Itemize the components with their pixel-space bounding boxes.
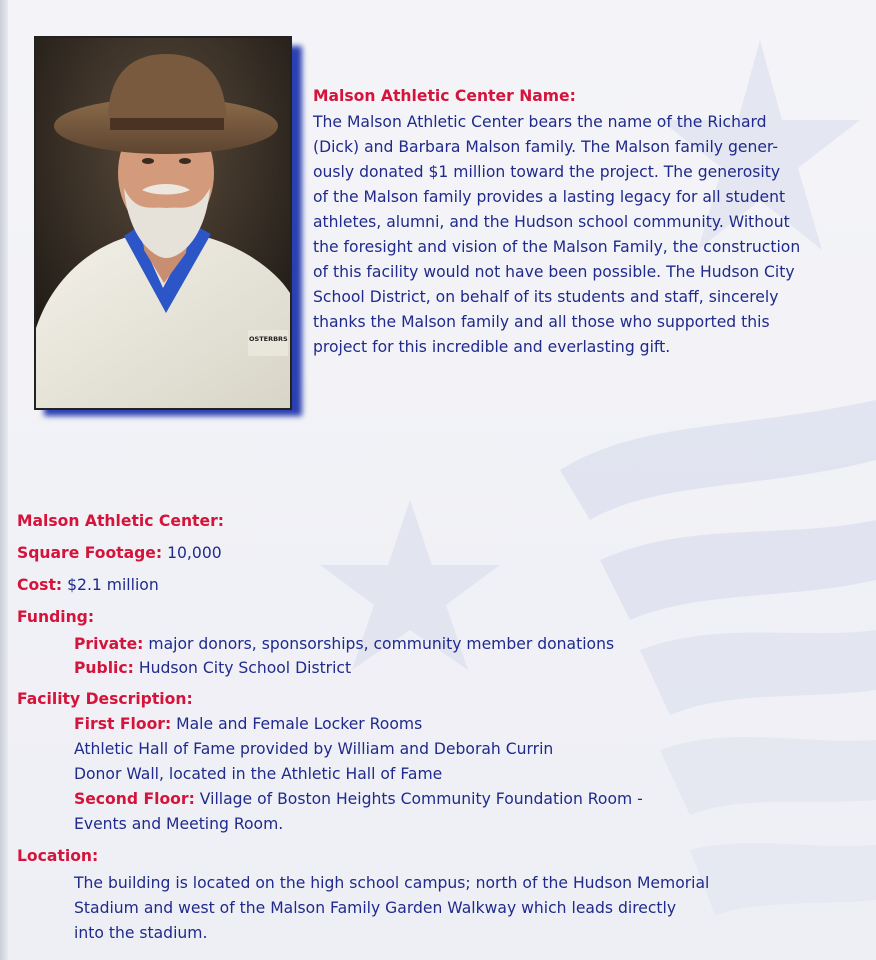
intro-line: the foresight and vision of the Malson Family, the construction — [313, 238, 801, 256]
facility-label: Facility Description: — [17, 690, 193, 708]
second-floor-label: Second Floor: — [74, 790, 195, 808]
private-value: major donors, sponsorships, community member donations — [148, 635, 615, 653]
funding-row — [17, 608, 94, 626]
second-floor-row — [74, 790, 643, 808]
intro-heading: Malson Athletic Center Name: — [313, 87, 576, 105]
square-footage-row — [17, 544, 222, 562]
cost-value: $2.1 million — [67, 576, 159, 594]
location-line: Stadium and west of the Malson Family Garden Walkway which leads directly — [74, 899, 677, 917]
intro-line: ously donated $1 million toward the project. The generosity — [313, 163, 781, 181]
location-line: into the stadium. — [74, 924, 208, 942]
intro-line: of the Malson family provides a lasting legacy for all student — [313, 188, 786, 206]
first-floor-value: Male and Female Locker Rooms — [176, 715, 423, 733]
background-stripe — [640, 630, 876, 715]
public-value: Hudson City School District — [138, 659, 352, 677]
facts-title: Malson Athletic Center: — [17, 512, 225, 530]
intro-line: thanks the Malson family and all those who supported this — [313, 313, 770, 331]
location-label: Location: — [17, 847, 99, 865]
intro-line: (Dick) and Barbara Malson family. The Malson family gener- — [313, 138, 778, 156]
background-stripe — [690, 843, 876, 915]
intro-section — [313, 86, 861, 360]
intro-line: School District, on behalf of its students and staff, sincerely — [313, 288, 779, 306]
private-row — [74, 635, 614, 653]
intro-line: athletes, alumni, and the Hudson school community. Without — [313, 213, 790, 231]
second-floor-line: Events and Meeting Room. — [74, 815, 284, 833]
cost-row — [17, 576, 159, 594]
facility-row — [17, 690, 193, 708]
shirt-logo-text: OSTERBRS — [249, 335, 288, 343]
intro-line: The Malson Athletic Center bears the name of the Richard — [313, 113, 767, 131]
portrait-photo — [34, 36, 292, 410]
square-footage-value: 10,000 — [167, 544, 222, 562]
intro-line: of this facility would not have been possible. The Hudson City — [313, 263, 795, 281]
cost-label: Cost: — [17, 576, 63, 594]
portrait-illustration — [36, 38, 290, 408]
first-floor-label: First Floor: — [74, 715, 172, 733]
funding-label: Funding: — [17, 608, 95, 626]
public-row — [74, 659, 351, 677]
location-line: The building is located on the high school campus; north of the Hudson Memorial — [74, 874, 710, 892]
background-stripe — [560, 400, 876, 520]
private-label: Private: — [74, 635, 144, 653]
square-footage-label: Square Footage: — [17, 544, 163, 562]
first-floor-line: Athletic Hall of Fame provided by William and Deborah Currin — [74, 740, 554, 758]
first-floor-row — [74, 715, 422, 733]
second-floor-value: Village of Boston Heights Community Foundation Room - — [199, 790, 643, 808]
first-floor-line: Donor Wall, located in the Athletic Hall of Fame — [74, 765, 443, 783]
background-stripe — [660, 737, 876, 815]
public-label: Public: — [74, 659, 134, 677]
location-row — [17, 847, 98, 865]
intro-line: project for this incredible and everlasting gift. — [313, 338, 671, 356]
background-stripe — [600, 520, 876, 620]
facts-title-row — [17, 512, 224, 530]
